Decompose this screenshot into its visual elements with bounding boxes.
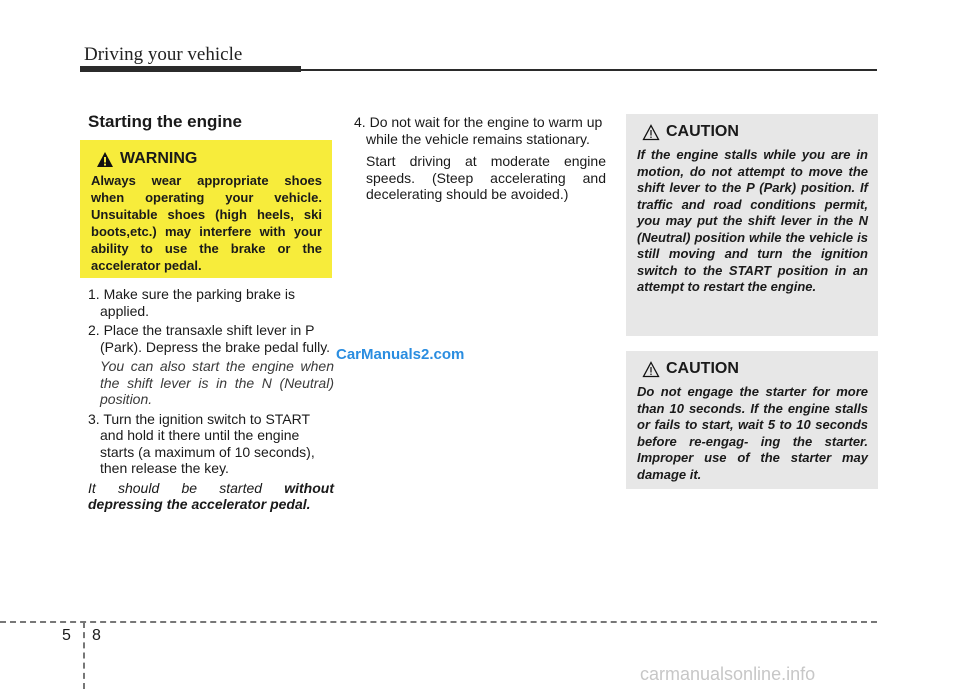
warning-text: Always wear appropriate shoes when operating your vehicle. Unsuitable shoes (high heels, ski boots,etc.) may interfere with your ability to use the brake or the accelerator pedal. [91,173,322,273]
caution-triangle-icon [642,124,660,141]
final-note-prefix: It should be started [88,479,285,496]
caution-2-text: Do not engage the starter for more than 10 seconds. If the engine stalls or fails to start, wait 5 to 10 seconds before re-engag- ing the starter. Improper use of the starter may damage it. [637,384,868,482]
caution-box-1 [626,114,878,336]
caution-2-title: CAUTION [666,360,739,377]
header-title: Driving your vehicle [84,44,243,65]
footer-page-number: 8 [92,627,101,644]
final-note-bold: without depressing the accelerator pedal. [88,479,334,512]
footer-page-divider [83,622,85,689]
warning-title-row [96,150,322,168]
warning-triangle-icon [96,151,114,168]
steps-list-col1 [88,286,334,513]
caution-triangle-icon [642,361,660,378]
watermark-carmanualsonline[interactable]: carmanualsonline.info [640,664,816,684]
step-2 [88,322,334,355]
caution-box-2 [626,351,878,489]
step-1-number: 1. [88,286,100,302]
step-4-paragraph: Start driving at moderate engine speeds. (Steep accelerating and decelerating should be avoided.) [366,153,606,202]
step-2-text: Place the transaxle shift lever in P (Park). Depress the brake pedal fully. [100,322,331,355]
step-4-number: 4. [354,114,366,130]
watermark-carmanuals2[interactable]: CarManuals2.com [336,346,465,363]
final-note [88,480,334,513]
step-4 [354,114,606,147]
section-heading: Starting the engine [88,112,242,131]
warning-title: WARNING [120,150,198,167]
header-rule-thin [301,69,877,71]
caution-1-title-row [642,123,868,141]
warning-box [80,140,332,278]
step-3-number: 3. [88,410,100,427]
step-2-number: 2. [88,322,100,338]
caution-1-text: If the engine stalls while you are in motion, do not attempt to move the shift lever to the P (Park) position. If traffic and road conditions permit, you may put the shift lever in the N (Neutral) position while the vehicle is still moving and turn the ignition switch to the START position in an attempt to restart the engine. [637,147,868,294]
caution-2-title-row [642,360,868,378]
step-4-text: Do not wait for the engine to warm up while the vehicle remains stationary. [366,114,603,147]
step-1 [88,286,334,319]
caution-1-title: CAUTION [666,123,739,140]
footer-rule [0,621,877,623]
step-2-note: You can also start the engine when the shift lever is in the N (Neutral) position. [100,358,334,407]
step-1-text: Make sure the parking brake is applied. [100,286,296,319]
footer-section-number: 5 [62,627,71,644]
step-3-text: Turn the ignition switch to START and hold it there until the engine starts (a maximum of 10 seconds), then release the key. [100,410,315,476]
step-3 [88,411,334,477]
steps-list-col2 [354,114,606,203]
header-rule-thick [80,66,301,72]
